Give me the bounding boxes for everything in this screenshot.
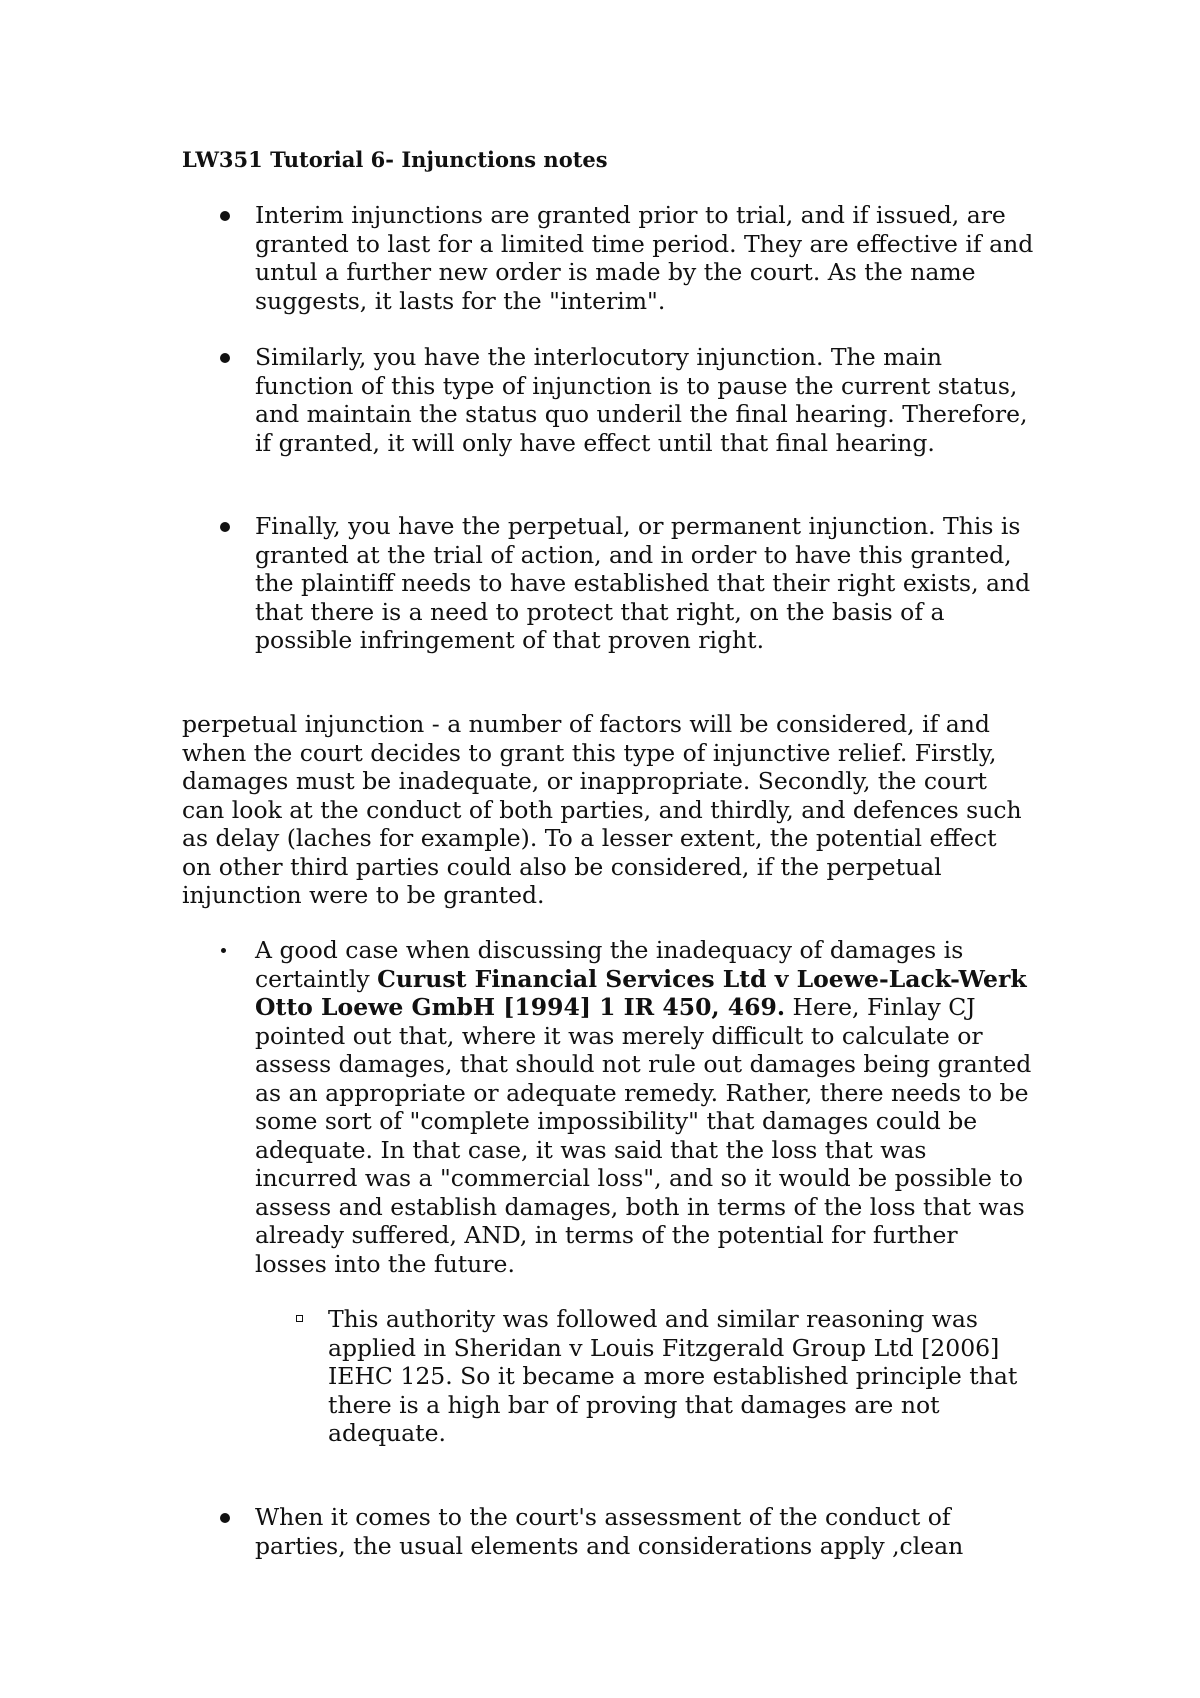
case-citation: Curust Financial Services Ltd v Loewe-Lack-Werk Otto Loewe GmbH [1994] 1 IR 450, 469. <box>255 964 1027 1021</box>
case-discussion: Here, Finlay CJ pointed out that, where it was merely difficult to calculate or assess damages, that should not rule out damages being granted as an appropriate or adequate remedy. Rather, there needs to be some sort of "complete impossibility" that damages could be adequate. In that case, it was said that the loss that was incurred was a "commercial loss", and so it would be possible to assess and establish damages, both in terms of the loss that was already suffered, AND, in terms of the potential for further losses into the future. <box>255 993 1032 1278</box>
bullet-text <box>255 936 1035 1278</box>
document-title: LW351 Tutorial 6- Injunctions notes <box>182 147 608 172</box>
bullet-text: When it comes to the court's assessment of the conduct of parties, the usual elements and considerations apply ,clean <box>255 1503 964 1560</box>
bullet-icon <box>220 1513 230 1523</box>
bullet-icon <box>220 522 230 532</box>
bullet-icon <box>220 211 230 221</box>
list-item <box>255 936 1035 1278</box>
list-item <box>255 1503 1035 1560</box>
list-item <box>255 512 1035 655</box>
bullet-text: Finally, you have the perpetual, or permanent injunction. This is granted at the trial of action, and in order to have this granted, the plaintiff needs to have established that their right exists, and that there is a need to protect that right, on the basis of a possible infringement of that proven right. <box>255 512 1031 654</box>
list-item <box>255 201 1035 315</box>
bullet-text: Interim injunctions are granted prior to trial, and if issued, are granted to last for a limited time period. They are effective if and untul a further new order is made by the court. As the name suggests, it lasts for the "interim". <box>255 201 1034 315</box>
square-bullet-icon <box>296 1315 303 1322</box>
bullet-text: Similarly, you have the interlocutory injunction. The main function of this type of injunction is to pause the current status, and maintain the status quo underil the final hearing. Therefore, if granted, it will only have effect until that final hearing. <box>255 343 1028 457</box>
case-intro: A good case when discussing the inadequacy of damages is certaintly <box>255 936 964 993</box>
sub-bullet-text: This authority was followed and similar reasoning was applied in Sheridan v Louis Fitzgerald Group Ltd [2006] IEHC 125. So it became a more established principle that there is a high bar of proving that damages are not adequate. <box>328 1305 1018 1447</box>
bullet-icon <box>221 948 226 953</box>
bullet-icon <box>220 353 230 363</box>
body-paragraph: perpetual injunction - a number of factors will be considered, if and when the court decides to grant this type of injunctive relief. Firstly, damages must be inadequate, or inappropriate. Secondly, the court can look at the conduct of both parties, and thirdly, and defences such as delay (laches for example). To a lesser extent, the potential effect on other third parties could also be considered, if the perpetual injunction were to be granted. <box>182 710 1022 909</box>
sub-list-item <box>328 1305 1038 1448</box>
list-item <box>255 343 1035 457</box>
